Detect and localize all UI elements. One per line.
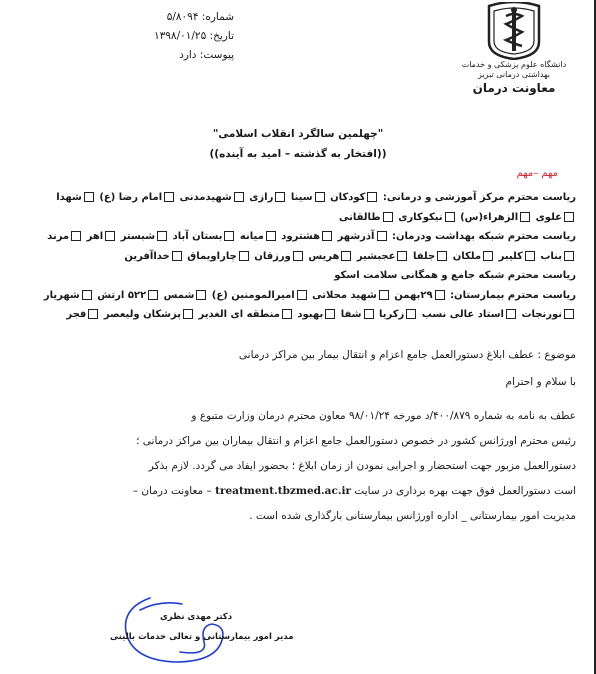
addressee-line-centers-2 bbox=[16, 208, 576, 228]
addressee-item: بناب bbox=[540, 250, 562, 262]
checkbox-icon bbox=[293, 251, 303, 261]
addressee-item: امام رضا (ع) bbox=[99, 192, 163, 203]
letter-attachment-value: دارد bbox=[179, 49, 197, 61]
anniversary-title: "چهلمین سالگرد انقلاب اسلامی" bbox=[212, 128, 384, 140]
urgency-mark: مهم –مهم bbox=[516, 168, 558, 179]
checkbox-icon bbox=[367, 192, 377, 202]
addressee-item: منطقه ای الغدیر bbox=[198, 309, 280, 320]
caduceus-emblem-icon bbox=[483, 2, 545, 60]
addressee-item: نیکوکاری bbox=[398, 211, 443, 223]
addressee-item: کلیبر bbox=[498, 250, 523, 262]
addressee-item: امیرالمومنین (ع) bbox=[211, 289, 295, 301]
website-link[interactable]: treatment.tbzmed.ac.ir bbox=[215, 485, 352, 497]
addressee-line-networks-2 bbox=[16, 247, 576, 267]
addressee-item: الزهراء(س) bbox=[460, 211, 519, 223]
checkbox-icon bbox=[164, 192, 174, 202]
addressee-item: زکریا bbox=[379, 309, 405, 320]
letter-number-value: ۵/۸۰۹۴ bbox=[166, 11, 199, 23]
addressee-item: بستان آباد bbox=[172, 231, 223, 242]
addressee-item: نورنجات bbox=[521, 309, 562, 320]
addressee-item: فجر bbox=[66, 309, 87, 320]
letter-date-label: تاریخ: bbox=[209, 30, 234, 42]
checkbox-icon bbox=[445, 212, 455, 222]
checkbox-icon bbox=[364, 309, 374, 319]
addressee-line-centers bbox=[16, 188, 576, 208]
addressee-item: هشترود bbox=[281, 231, 321, 242]
checkbox-icon bbox=[234, 192, 244, 202]
body-text-segment: – معاونت درمان – bbox=[132, 485, 212, 497]
checkbox-icon bbox=[224, 231, 234, 241]
checkbox-icon bbox=[71, 231, 81, 241]
checkbox-icon bbox=[564, 212, 574, 222]
checkbox-icon bbox=[437, 251, 447, 261]
letter-body bbox=[16, 404, 576, 529]
checkbox-icon bbox=[239, 251, 249, 261]
letter-number-row bbox=[84, 8, 234, 27]
addressee-item: خداآفرین bbox=[124, 250, 170, 262]
slogan: ((افتخار به گذشته – امید به آینده)) bbox=[209, 148, 387, 160]
addressee-item: ۲۹بهمن bbox=[394, 289, 433, 301]
checkbox-icon bbox=[379, 290, 389, 300]
letter-number-label: شماره: bbox=[201, 11, 234, 23]
letter-meta bbox=[84, 8, 234, 65]
checkbox-icon bbox=[377, 231, 387, 241]
body-line: دستورالعمل مزبور جهت استحضار و اجرایی نمودن از زمان ابلاغ ؛ بحضور ایفاد می گردد. لازم بذکر bbox=[148, 460, 576, 472]
addressees-block bbox=[16, 188, 576, 325]
checkbox-icon bbox=[322, 231, 332, 241]
checkbox-icon bbox=[297, 290, 307, 300]
checkbox-icon bbox=[406, 309, 416, 319]
letter-attachment-label: پیوست: bbox=[199, 49, 234, 61]
addressee-line-hospitals bbox=[16, 286, 576, 306]
checkbox-icon bbox=[148, 290, 158, 300]
addressee-item: میانه bbox=[239, 231, 264, 242]
body-line: رئیس محترم اورژانس کشور در خصوص دستورالعمل جامع اعزام و انتقال بیماران بین مراکز درمانی ؛ bbox=[136, 435, 576, 447]
university-name: دانشگاه علوم پزشکی و خدمات بهداشتی درمانی تبریز bbox=[461, 60, 567, 79]
addressee-item: رازی bbox=[249, 192, 274, 203]
department-name: معاونت درمان bbox=[472, 81, 556, 95]
addressee-item: عجبشیر bbox=[356, 250, 396, 262]
signatory-title: مدیر امور بیمارستانی و تعالی خدمات بالینی bbox=[110, 632, 294, 642]
addressee-item: پزشکان ولیعصر bbox=[103, 309, 181, 320]
checkbox-icon bbox=[196, 290, 206, 300]
body-line: مدیریت امور بیمارستانی _ اداره اورژانس بیمارستانی بارگذاری شده است . bbox=[249, 510, 576, 522]
addressee-item: آذرشهر bbox=[337, 231, 375, 242]
checkbox-icon bbox=[157, 231, 167, 241]
checkbox-icon bbox=[266, 231, 276, 241]
addressee-item: شفا bbox=[340, 309, 362, 320]
body-line-with-url bbox=[16, 479, 576, 504]
addressee-item: مرند bbox=[47, 231, 70, 242]
letter-date-row bbox=[84, 27, 234, 46]
checkbox-icon bbox=[341, 251, 351, 261]
addressee-item: شبستر bbox=[120, 231, 156, 242]
addressee-item: کودکان bbox=[330, 192, 366, 203]
addressee-item: ۵۲۲ ارتش bbox=[97, 289, 147, 301]
letter-greeting: با سلام و احترام bbox=[505, 376, 576, 388]
addressee-item: استاد عالی نسب bbox=[421, 309, 504, 320]
body-line: عطف به نامه به شماره ۴۰۰/۸۷۹/د مورخه ۹۸/۰۱/۲۴ معاون محترم درمان وزارت متبوع و bbox=[191, 410, 576, 422]
checkbox-icon bbox=[275, 192, 285, 202]
addressee-item: اهر bbox=[86, 231, 104, 242]
checkbox-icon bbox=[435, 290, 445, 300]
checkbox-icon bbox=[383, 212, 393, 222]
addressee-heading: ریاست محترم مرکز آموزشی و درمانی: bbox=[382, 192, 576, 203]
addressee-line-osku bbox=[16, 266, 576, 286]
letter-subject: موضوع : عطف ابلاغ دستورالعمل جامع اعزام و انتقال بیمار بین مراکز درمانی bbox=[238, 349, 576, 361]
checkbox-icon bbox=[172, 251, 182, 261]
addressee-item: بهبود bbox=[297, 309, 324, 320]
handwritten-signature bbox=[120, 590, 233, 670]
checkbox-icon bbox=[525, 251, 535, 261]
addressee-item: شهدا bbox=[56, 192, 82, 203]
letter-date-value: ۱۳۹۸/۰۱/۲۵ bbox=[154, 30, 207, 42]
addressee-line-networks bbox=[16, 227, 576, 247]
addressee-item: چاراویماق bbox=[187, 250, 237, 262]
checkbox-icon bbox=[520, 212, 530, 222]
addressee-item: جلفا bbox=[412, 250, 436, 262]
addressee-item: طالقانی bbox=[338, 211, 381, 223]
checkbox-icon bbox=[183, 309, 193, 319]
addressee-item: سینا bbox=[290, 192, 313, 203]
university-logo bbox=[454, 2, 574, 112]
signatory-name: دکتر مهدی نظری bbox=[160, 612, 233, 622]
checkbox-icon bbox=[397, 251, 407, 261]
checkbox-icon bbox=[82, 290, 92, 300]
body-text-segment: است دستورالعمل فوق جهت بهره برداری در سایت bbox=[354, 485, 576, 497]
addressee-item: علوی bbox=[535, 211, 562, 223]
addressee-item: شمس bbox=[163, 289, 195, 301]
addressee-line-hospitals-2 bbox=[16, 305, 576, 325]
checkbox-icon bbox=[84, 192, 94, 202]
checkbox-icon bbox=[88, 309, 98, 319]
checkbox-icon bbox=[483, 251, 493, 261]
checkbox-icon bbox=[315, 192, 325, 202]
checkbox-icon bbox=[282, 309, 292, 319]
addressee-item: شهید محلاتی bbox=[312, 289, 377, 301]
checkbox-icon bbox=[564, 251, 574, 261]
addressee-heading: ریاست محترم شبکه بهداشت ودرمان: bbox=[391, 231, 576, 242]
addressee-item: شهیدمدنی bbox=[179, 192, 232, 203]
addressee-item: شهریار bbox=[43, 289, 80, 301]
addressee-item: ملکان bbox=[452, 250, 482, 262]
addressee-heading: ریاست محترم شبکه جامع و همگانی سلامت اسکو bbox=[334, 270, 576, 281]
checkbox-icon bbox=[564, 309, 574, 319]
addressee-item: هریس bbox=[308, 250, 340, 262]
addressee-heading: ریاست محترم بیمارستان: bbox=[450, 289, 576, 301]
letter-attachment-row bbox=[84, 46, 234, 65]
checkbox-icon bbox=[325, 309, 335, 319]
checkbox-icon bbox=[506, 309, 516, 319]
addressee-item: ورزقان bbox=[254, 250, 291, 262]
checkbox-icon bbox=[105, 231, 115, 241]
